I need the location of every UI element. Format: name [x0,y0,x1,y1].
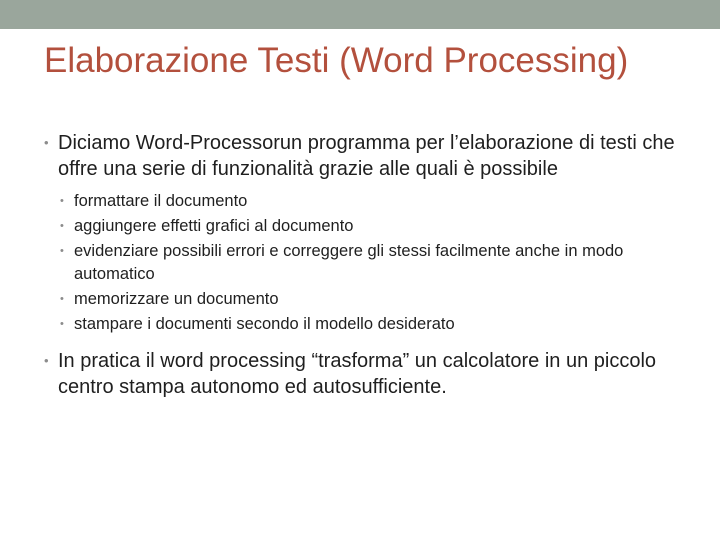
sub-bullet-item [60,288,694,311]
bullet-icon: • [60,195,64,207]
bullet-text: Diciamo Word-Processorun programma per l’elaborazione di testi che offre una serie di funzionalità grazie alle quali è possibile [58,132,675,180]
sub-bullet-text: memorizzare un documento [74,290,279,308]
bullet-item [44,130,694,182]
sub-bullet-item [60,240,694,286]
sub-bullet-list [60,190,694,336]
slide-body [44,130,694,400]
bullet-icon: • [44,135,49,150]
bullet-text: In pratica il word processing “trasforma” un calcolatore in un piccolo centro stampa autonomo ed autosufficiente. [58,350,657,398]
sub-bullet-item [60,190,694,213]
bullet-icon: • [60,245,64,257]
bullet-icon: • [60,318,64,330]
sub-bullet-item [60,313,694,336]
sub-bullet-text: aggiungere effetti grafici al documento [74,217,354,235]
bullet-item [44,348,694,400]
slide-title: Elaborazione Testi (Word Processing) [44,41,629,80]
sub-bullet-text: evidenziare possibili errori e correggere gli stessi facilmente anche in modo automatico [74,242,624,283]
bullet-icon: • [60,220,64,232]
sub-bullet-text: stampare i documenti secondo il modello desiderato [74,315,455,333]
bullet-icon: • [60,293,64,305]
top-accent-bar [0,0,720,29]
sub-bullet-text: formattare il documento [74,192,248,210]
bullet-icon: • [44,353,49,368]
sub-bullet-item [60,215,694,238]
